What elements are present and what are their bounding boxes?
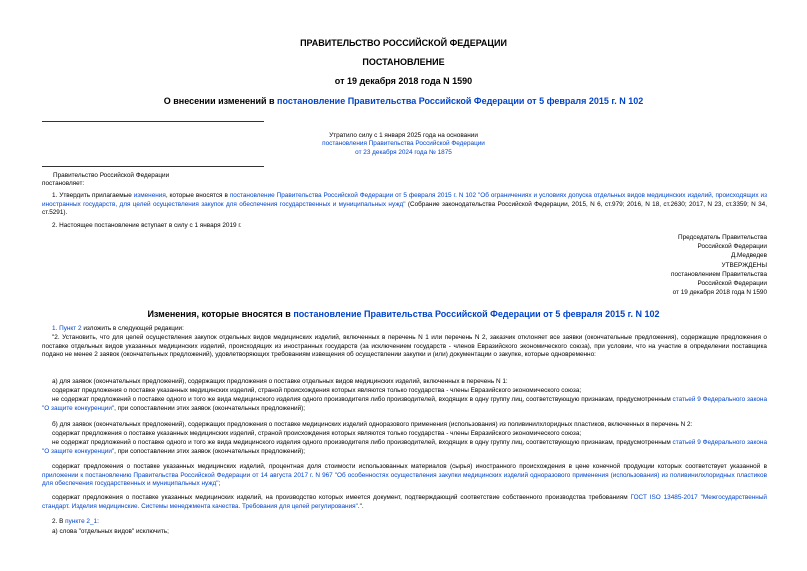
- item-1-changes-link[interactable]: изменения: [133, 192, 166, 199]
- changes-title-prefix: Изменения, которые вносятся в: [147, 309, 294, 319]
- item-1-decree-link[interactable]: постановление Правительства Российской Федерации от 5 февраля 2015 г. N 102 "Об ограничениях и условиях допуска отдельных видов медицинских изделий, происходящих из иностранных государств, для целей осуществления закупок для обеспечения государственных и муниципальных нужд": [42, 192, 767, 208]
- approval-line-4: от 19 декабря 2018 года N 1590: [672, 289, 767, 297]
- p10-text-b: .".: [357, 502, 364, 510]
- p10-text-a: содержат предложения о поставке указанных медицинских изделий, на производство которых имеется документ, подтверждающий соответствие собственного производства требованиям: [52, 494, 631, 501]
- approval-line-2: постановлением Правительства: [671, 270, 767, 278]
- document-title: [0, 96, 807, 106]
- changes-title-link[interactable]: постановление Правительства Российской Федерации от 5 февраля 2015 г. N 102: [293, 309, 660, 319]
- p9-decree-967-link[interactable]: приложении к постановлению Правительства Российской Федерации от 14 августа 2017 г. N 967 "Об особенностях осуществления закупки медицинских изделий одноразового применения (использования) из поливинилхлоридных пластиков для обеспечения государственных и муниципальных нужд": [42, 471, 767, 488]
- preamble: [42, 172, 170, 189]
- changes-paragraph-5: [42, 396, 767, 413]
- changes-paragraph-8: [42, 439, 767, 456]
- changes-title: [0, 309, 807, 319]
- approval-line-3: Российской Федерации: [697, 280, 767, 288]
- changes-paragraph-12: а) слова "отдельных видов" исключить;: [52, 528, 169, 535]
- p11-text-b: :: [97, 518, 99, 525]
- signature-line-3: Д.Медведев: [730, 252, 767, 260]
- p11-text-a: 2. В: [52, 518, 66, 525]
- item-1: [42, 192, 767, 218]
- signature-line-1: Председатель Правительства: [678, 234, 767, 241]
- status-note-link-1[interactable]: постановления Правительства Российской Федерации: [322, 140, 485, 148]
- p8-competition-law-link[interactable]: статьей 9 Федерального закона "О защите конкуренции": [42, 439, 767, 455]
- preamble-line-2: постановляет:: [42, 180, 85, 188]
- status-note: [0, 132, 807, 157]
- p5-text-b: , при сопоставлении этих заявок (окончательных предложений);: [114, 404, 306, 412]
- signature-block: [671, 233, 767, 297]
- doc-type-heading: ПОСТАНОВЛЕНИЕ: [362, 57, 445, 67]
- government-heading: ПРАВИТЕЛЬСТВО РОССИЙСКОЙ ФЕДЕРАЦИИ: [300, 38, 507, 48]
- status-note-link-2[interactable]: от 23 декабря 2024 года № 1875: [355, 148, 452, 156]
- item-1-text-c: (Собрание законодательства Российской Федерации, 2015, N 6, ст.979; 2016, N 18, ст.2630; 2017, N 23, ст.3359; N 34, ст.5291).: [42, 200, 767, 217]
- changes-paragraph-9: [42, 463, 767, 489]
- clause-2-1-link[interactable]: пункте 2_1: [65, 518, 98, 525]
- changes-item-1: [42, 325, 767, 334]
- changes-paragraph-7: содержат предложения о поставке указанных медицинских изделий, страной происхождения которых являются только государства - члены Евразийского экономического союза;: [52, 430, 582, 437]
- p9-text-a: содержат предложения о поставке указанных медицинских изделий, процентная доля стоимости использованных материалов (сырья) иностранного происхождения в цене конечной продукции которых соответствует указанной в: [52, 463, 767, 470]
- title-prefix: О внесении изменений в: [163, 96, 278, 106]
- clause-2-link[interactable]: 1. Пункт 2: [52, 325, 82, 332]
- preamble-line-1: Правительство Российской Федерации: [53, 172, 170, 179]
- changes-item-2: [42, 518, 767, 527]
- item-1-text-a: 1. Утвердить прилагаемые: [52, 192, 134, 199]
- changes-paragraph-b: б) для заявок (окончательных предложений), содержащих предложения о поставке медицинских изделий одноразового применения (использования) из поливинилхлоридных пластиков, включенных в перечень N 2:: [52, 421, 693, 428]
- p8-text-b: , при сопоставлении этих заявок (окончательных предложений);: [114, 447, 306, 455]
- p9-text-b: ;: [218, 480, 221, 488]
- p10-gost-link[interactable]: ГОСТ ISO 13485-2017 "Межгосударственный стандарт. Изделия медицинские. Системы менеджмента качества. Требования для целей регулирования": [42, 494, 767, 510]
- divider-bottom: [42, 166, 264, 167]
- approval-line-1: УТВЕРЖДЕНЫ: [721, 261, 767, 269]
- p5-text-a: не содержат предложений о поставке одного и того же вида медицинского изделия одного производителя либо производителей, входящих в одну группу лиц, соответствующую признакам, предусмотренным: [52, 396, 673, 403]
- changes-paragraph-2: "2. Установить, что для целей осуществления закупок отдельных видов медицинских изделий, включенных в перечень N 1 или перечень N 2, заказчик отклоняет все заявки (окончательные предложения), содержащие предложения о поставке отдельных видов указанных медицинских изделий, происходящих из иностранных государств (за исключением государств - членов Евразийского экономического союза), при условии, что на участие в определении поставщика подано не менее 2 заявок (окончательных предложений), удовлетворяющих требованиям извещения об осуществлении закупки и (или) документации о закупке, которые одновременно:: [42, 334, 767, 359]
- p5-competition-law-link[interactable]: статьей 9 Федерального закона "О защите конкуренции": [42, 396, 767, 412]
- divider-top: [42, 121, 264, 122]
- item-1-text-b: , которые вносятся в: [165, 192, 230, 199]
- p8-text-a: не содержат предложений о поставке одного и того же вида медицинского изделия одного производителя либо производителей, входящих в одну группу лиц, соответствующую признакам, предусмотренным: [52, 439, 673, 446]
- title-link[interactable]: постановление Правительства Российской Федерации от 5 февраля 2015 г. N 102: [277, 96, 644, 106]
- date-number-heading: от 19 декабря 2018 года N 1590: [334, 76, 473, 86]
- signature-line-2: Российской Федерации: [697, 243, 767, 251]
- item-2: 2. Настоящее постановление вступает в силу с 1 января 2019 г.: [52, 222, 242, 229]
- changes-paragraph-4: содержат предложения о поставке указанных медицинских изделий, страной происхождения которых являются только государства - члены Евразийского экономического союза;: [52, 387, 582, 394]
- changes-paragraph-a: а) для заявок (окончательных предложений), содержащих предложения о поставке отдельных видов медицинских изделий, включенных в перечень N 1:: [52, 378, 508, 385]
- changes-item-1-rest: изложить в следующей редакции:: [81, 325, 184, 332]
- status-note-text: Утратило силу с 1 января 2025 года на основании: [329, 132, 478, 139]
- changes-paragraph-10: [42, 494, 767, 511]
